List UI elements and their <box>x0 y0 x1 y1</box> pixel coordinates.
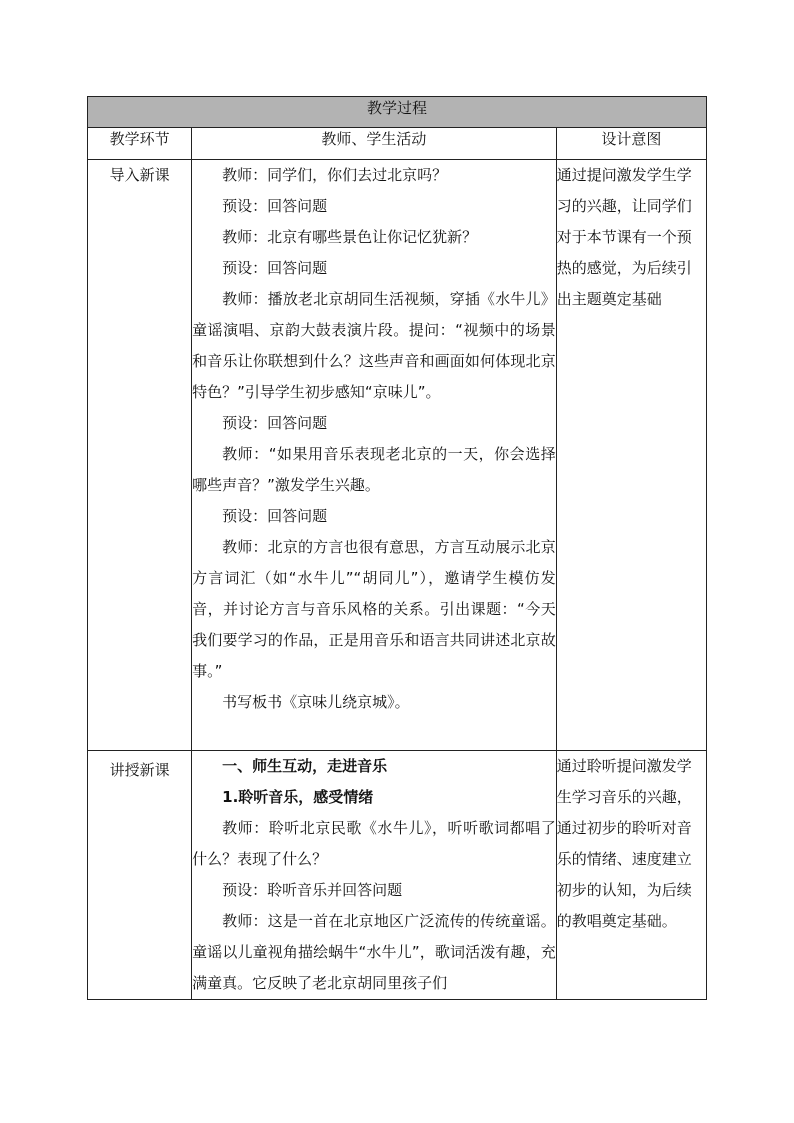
activity-paragraph: 教师：北京的方言也很有意思，方言互动展示北京方言词汇（如“水牛儿”“胡同儿”），邀请学生模仿发音，并讨论方言与音乐风格的关系。引出课题：“今天我们要学习的作品，正是用音乐和语言共同讲述北京故事。” <box>192 538 556 680</box>
activity-paragraph: 教师：同学们，你们去过北京吗？ <box>222 166 448 184</box>
activity-paragraph: 教师：这是一首在北京地区广泛流传的传统童谣。童谣以儿童视角描绘蜗牛“水牛儿”，歌词活泼有趣，充满童真。它反映了老北京胡同里孩子们 <box>192 912 556 992</box>
table-title: 教学过程 <box>88 97 707 128</box>
activity-paragraph: 书写板书《京味儿绕京城》。 <box>222 693 410 711</box>
intent-text: 通过聆听提问激发学生学习音乐的兴趣，通过初步的聆听对音乐的情绪、速度建立初步的认知，为后续的教唱奠定基础。 <box>556 757 692 930</box>
intent-text: 通过提问激发学生学习的兴趣，让同学们对于本节课有一个预热的感觉，为后续引出主题奠定基础 <box>556 166 692 308</box>
table-row <box>88 160 707 751</box>
stage-label: 讲授新课 <box>109 761 170 779</box>
activity-paragraph: 教师：“如果用音乐表现老北京的一天，你会选择哪些声音？”激发学生兴趣。 <box>192 445 556 494</box>
activity-paragraph: 一、师生互动，走进音乐 <box>222 757 388 775</box>
table-title-row <box>88 97 707 128</box>
activity-paragraph: 1.聆听音乐，感受情绪 <box>222 788 374 806</box>
header-intent: 设计意图 <box>556 128 706 160</box>
activity-cell <box>192 751 557 1000</box>
activity-paragraph: 预设：回答问题 <box>222 197 328 215</box>
activity-paragraph: 预设：回答问题 <box>222 507 328 525</box>
activity-paragraph: 预设：回答问题 <box>222 414 328 432</box>
activity-paragraph: 预设：回答问题 <box>222 259 328 277</box>
teaching-process-table <box>87 96 707 1000</box>
activity-cell <box>192 160 557 751</box>
activity-paragraph: 教师：播放老北京胡同生活视频，穿插《水牛儿》童谣演唱、京韵大鼓表演片段。提问：“视频中的场景和音乐让你联想到什么？这些声音和画面如何体现北京特色？”引导学生初步感知“京味儿”。 <box>192 290 556 401</box>
activity-paragraph: 教师：聆听北京民歌《水牛儿》，听听歌词都唱了什么？表现了什么？ <box>192 819 556 868</box>
intent-cell <box>556 160 706 751</box>
header-activity: 教师、学生活动 <box>192 128 557 160</box>
table-header-row <box>88 128 707 160</box>
stage-cell <box>88 160 192 751</box>
intent-cell <box>556 751 706 1000</box>
activity-paragraph: 教师：北京有哪些景色让你记忆犹新？ <box>222 228 478 246</box>
stage-cell <box>88 751 192 1000</box>
header-stage: 教学环节 <box>88 128 192 160</box>
table-row <box>88 751 707 1000</box>
stage-label: 导入新课 <box>109 166 170 184</box>
activity-paragraph: 预设：聆听音乐并回答问题 <box>222 881 403 899</box>
